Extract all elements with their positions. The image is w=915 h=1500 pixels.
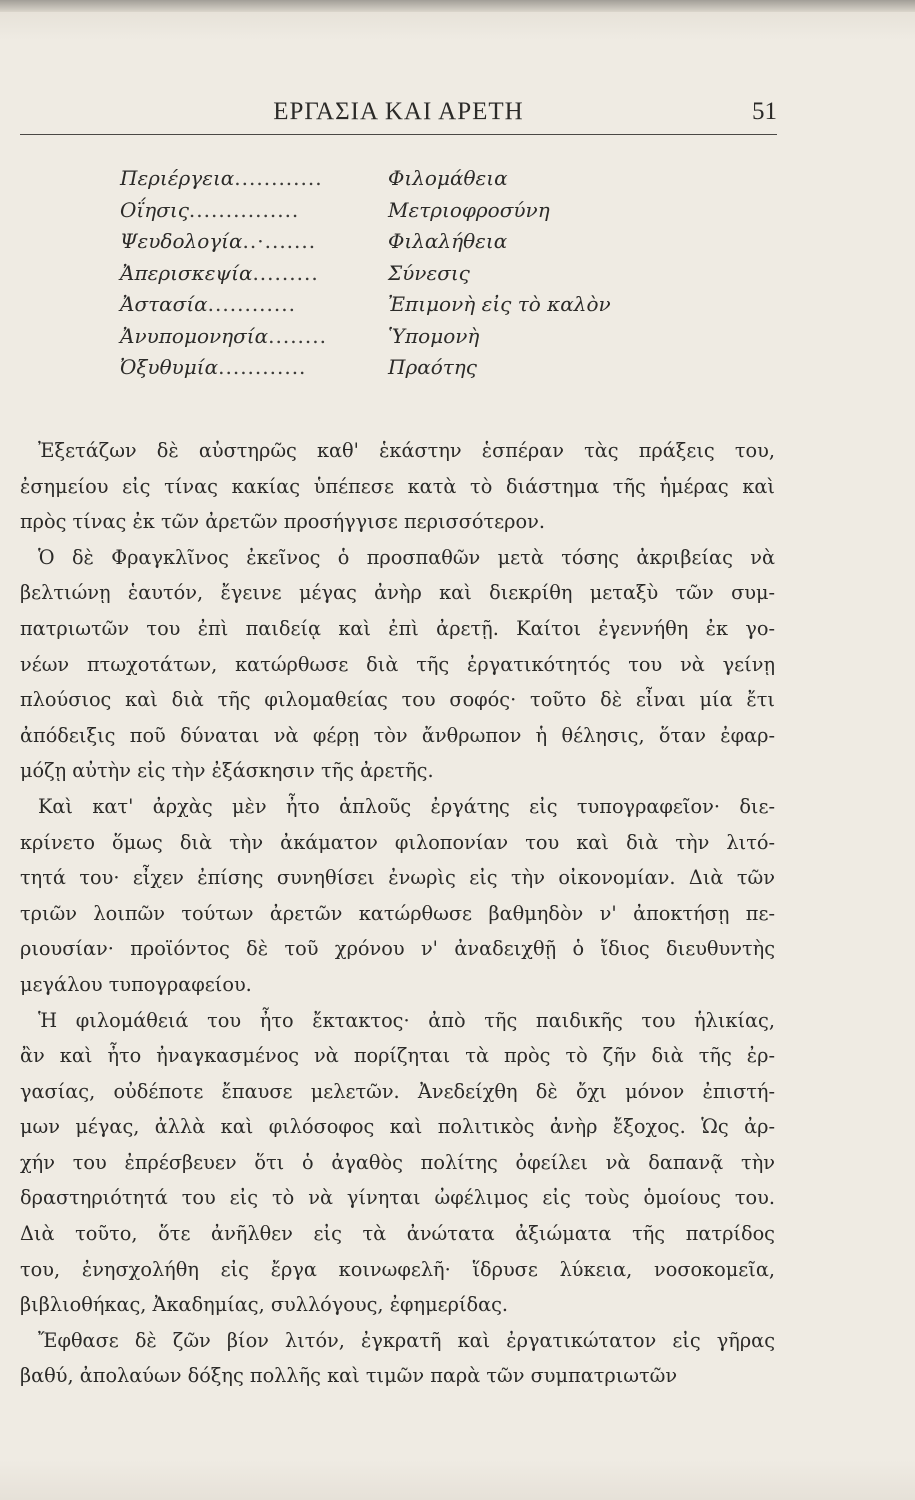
text-line: Ἔφθασε δὲ ζῶν βίον λιτόν, ἐγκρατῆ καὶ ἐργατικώτατον εἰς γῆρας: [38, 1328, 775, 1352]
vice-term: Ἀπερισκεψία: [120, 260, 253, 285]
vice-virtue-list: [120, 163, 680, 384]
text-line: δραστηριότητά του εἰς τὸ νὰ γίνηται ὠφέλιμος εἰς τοὺς ὁμοίους του.: [20, 1186, 775, 1210]
scan-edge-shadow: [0, 0, 915, 12]
leader-dots: ............: [207, 292, 296, 316]
text-line: ἂν καὶ ἦτο ἠναγκασμένος νὰ πορίζηται τὰ πρὸς τὸ ζῆν διὰ τῆς ἐρ-: [20, 1044, 775, 1068]
text-line: πλούσιος καὶ διὰ τῆς φιλομαθείας του σοφός· τοῦτο δὲ εἶναι μία ἔτι: [20, 688, 775, 712]
vice-term: Ἀστασία: [120, 292, 208, 316]
text-line: κρίνετο ὅμως διὰ τὴν ἀκάματον φιλοπονίαν του καὶ διὰ τὴν λιτό-: [20, 830, 775, 854]
leader-dots: .........: [252, 260, 319, 285]
text-line: του, ἐνησχολήθη εἰς ἔργα κοινωφελῆ· ἵδρυσε λύκεια, νοσοκομεῖα,: [20, 1257, 775, 1281]
virtue-term: Φιλομάθεια: [388, 166, 508, 190]
text-line: Καὶ κατ' ἀρχὰς μὲν ἦτο ἁπλοῦς ἐργάτης εἰς τυπογραφεῖον· διε-: [38, 794, 775, 818]
leader-dots: ........: [268, 323, 327, 348]
virtue-term: Ἐπιμονὴ εἰς τὸ καλὸν: [388, 292, 611, 316]
virtue-term: Μετριοφροσύνη: [388, 197, 550, 222]
text-line: βιβλιοθήκας, Ἀκαδημίας, συλλόγους, ἐφημερίδας.: [20, 1293, 509, 1317]
vice-virtue-row: [120, 289, 680, 321]
vice-virtue-row: [120, 226, 680, 258]
text-line: μων μέγας, ἀλλὰ καὶ φιλόσοφος καὶ πολιτικὸς ἀνὴρ ἔξοχος. Ὡς ἀρ-: [20, 1115, 775, 1139]
leader-dots: ..·.......: [242, 229, 317, 253]
virtue-term: Σύνεσις: [388, 260, 470, 285]
vice-virtue-row: [120, 352, 680, 384]
running-title: ΕΡΓΑΣΙΑ ΚΑΙ ΑΡΕΤΗ: [273, 98, 524, 125]
text-line: Ὁ δὲ Φραγκλῖνος ἐκεῖνος ὁ προσπαθῶν μετὰ τόσης ἀκριβείας νὰ: [38, 545, 775, 569]
text-line: ριουσίαν· προϊόντος δὲ τοῦ χρόνου ν' ἀναδειχθῇ ὁ ἴδιος διευθυντὴς: [20, 937, 775, 961]
text-line: ἐσημείου εἰς τίνας κακίας ὑπέπεσε κατὰ τὸ διάστημα τῆς ἡμέρας καὶ: [20, 474, 775, 498]
paragraph: [20, 433, 775, 540]
vice-virtue-row: [120, 163, 680, 195]
text-line: τριῶν λοιπῶν τούτων ἀρετῶν κατώρθωσε βαθμηδὸν ν' ἀποκτήσῃ πε-: [20, 901, 775, 925]
text-line: μόζῃ αὐτὴν εἰς τὴν ἐξάσκησιν τῆς ἀρετῆς.: [20, 759, 434, 783]
paragraph: [20, 540, 775, 789]
paragraph: [20, 1003, 775, 1323]
vice-term: Οΐησις: [120, 197, 189, 222]
text-line: γασίας, οὐδέποτε ἔπαυσε μελετῶν. Ἀνεδείχθη δὲ ὄχι μόνον ἐπιστή-: [20, 1079, 775, 1103]
text-line: πρὸς τίνας ἐκ τῶν ἀρετῶν προσήγγισε περισσότερον.: [20, 510, 545, 534]
text-line: ἀπόδειξις ποῦ δύναται νὰ φέρῃ τὸν ἄνθρωπον ἡ θέλησις, ὅταν ἐφαρ-: [20, 723, 775, 747]
text-line: Διὰ τοῦτο, ὅτε ἀνῆλθεν εἰς τὰ ἀνώτατα ἀξιώματα τῆς πατρίδος: [20, 1222, 775, 1246]
vice-virtue-row: [120, 195, 680, 227]
vice-term: Ψευδολογία: [120, 229, 243, 253]
text-line: βελτιώνῃ ἑαυτόν, ἔγεινε μέγας ἀνὴρ καὶ διεκρίθη μεταξὺ τῶν συμ-: [20, 581, 775, 605]
paragraph: [20, 1323, 775, 1394]
vice-term: Ὀξυθυμία: [120, 355, 219, 379]
body-text: [20, 433, 775, 1394]
vice-term: Ἀνυπομονησία: [120, 323, 269, 348]
page-number: 51: [752, 98, 777, 125]
text-line: Ἡ φιλομάθειά του ἦτο ἔκτακτος· ἀπὸ τῆς παιδικῆς του ἡλικίας,: [38, 1008, 775, 1032]
text-line: χήν του ἐπρέσβευεν ὅτι ὁ ἀγαθὸς πολίτης ὀφείλει νὰ δαπανᾷ τὴν: [20, 1150, 775, 1174]
text-line: Ἐξετάζων δὲ αὐστηρῶς καθ' ἑκάστην ἑσπέραν τὰς πράξεις του,: [38, 439, 775, 462]
leader-dots: ...............: [188, 197, 300, 222]
vice-virtue-row: [120, 258, 680, 290]
leader-dots: ............: [234, 166, 323, 190]
text-line: μεγάλου τυπογραφείου.: [20, 972, 252, 996]
leader-dots: ............: [218, 355, 307, 379]
vice-term: Περιέργεια: [120, 166, 235, 190]
text-line: νέων πτωχοτάτων, κατώρθωσε διὰ τῆς ἐργατικότητός του νὰ γείνῃ: [20, 652, 775, 676]
virtue-term: Φιλαλήθεια: [388, 229, 508, 253]
paragraph: [20, 789, 775, 1003]
running-header: [20, 98, 777, 135]
virtue-term: Ὑπομονὴ: [388, 323, 480, 348]
text-line: βαθύ, ἀπολαύων δόξης πολλῆς καὶ τιμῶν παρὰ τῶν συμπατριωτῶν: [20, 1364, 678, 1388]
text-line: τητά του· εἶχεν ἐπίσης συνηθίσει ἐνωρὶς εἰς τὴν οἰκονομίαν. Διὰ τῶν: [20, 866, 775, 890]
vice-virtue-row: [120, 321, 680, 353]
text-line: πατριωτῶν του ἐπὶ παιδείᾳ καὶ ἐπὶ ἀρετῇ. Καίτοι ἐγεννήθη ἐκ γο-: [20, 616, 775, 640]
virtue-term: Πραότης: [388, 355, 477, 379]
